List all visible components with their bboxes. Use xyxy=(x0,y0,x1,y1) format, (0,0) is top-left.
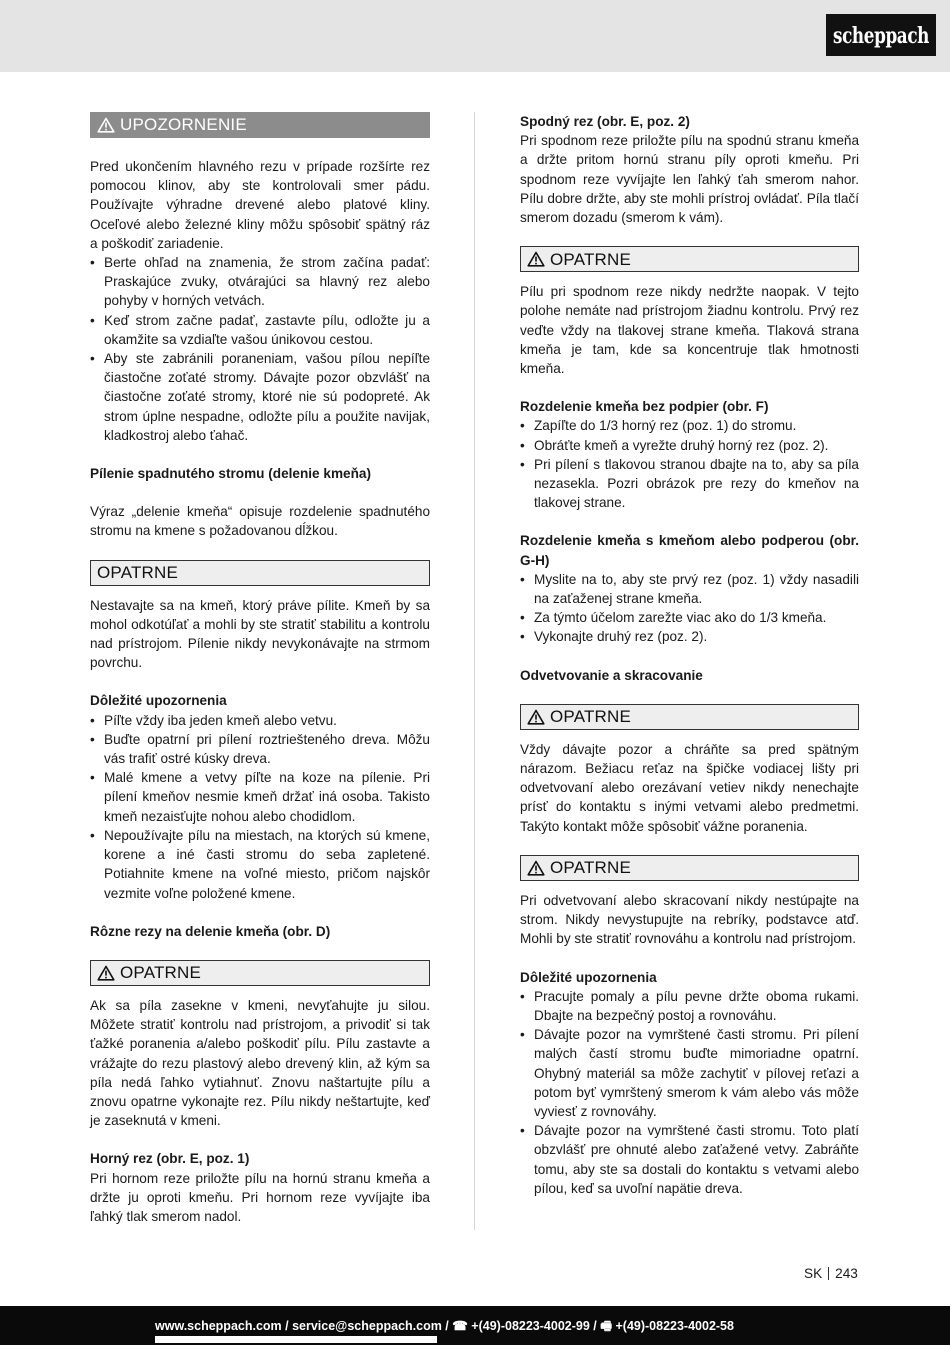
limbing-heading: Odvetvovanie a skracovanie xyxy=(520,667,703,683)
list-item: • Myslite na to, aby ste prvý rez (poz. 1) vždy nasadili na zaťaženej strane kmeňa. xyxy=(520,570,859,608)
right-column xyxy=(520,112,859,1198)
list-item: • Pracujte pomaly a pílu pevne držte oboma rukami. Dbajte na bezpečný postoj a rovnováhu. xyxy=(520,987,859,1025)
caution-box-title xyxy=(90,560,430,586)
notes-heading: Dôležité upozornenia xyxy=(520,969,657,985)
list-item: • Obráťte kmeň a vyrežte druhý horný rez (poz. 2). xyxy=(520,436,859,455)
column-divider xyxy=(474,112,475,1230)
left-column xyxy=(90,112,430,1226)
footer-contact: www.scheppach.com / service@scheppach.com / ☎ +(49)-08223-4002-99 / 🖷 +(49)-08223-4002-58 xyxy=(155,1319,734,1333)
warning-title: UPOZORNENIE xyxy=(120,115,247,135)
caution-box-title xyxy=(520,855,859,881)
list-item: • Keď strom začne padať, zastavte pílu, odložte ju a okamžite sa vzdiaľte vašou únikovou cestou. xyxy=(90,311,430,349)
caution-text: Vždy dávajte pozor a chráňte sa pred spätným nárazom. Bežiacu reťaz na špičke vodiacej lišty pri odvetvovaní alebo orezávaní vetiev nikdy nenechajte prísť do kontaktu s inými vetvami alebo predmetmi. Takýto kontakt môže spôsobiť vážne poranenia. xyxy=(520,741,859,834)
svg-text:scheppach: scheppach xyxy=(833,23,930,49)
caution-title: OPATRNE xyxy=(550,858,632,878)
list-item: • Dávajte pozor na vymrštené časti stromu. Pri pílení malých častí stromu buďte mimoriadne opatrní. Ohybný materiál sa môže zachytiť v pílovej reťazi a potom byť vymrštený smerom k vám alebo vás môže vyviesť z rovnováhy. xyxy=(520,1025,859,1121)
caution-text: Pílu pri spodnom reze nikdy nedržte naopak. V tejto polohe nemáte nad prístrojom žiadnu kontrolu. Prvý rez veďte vždy na tlakovej strane kmeňa. Tlaková strana kmeňa je tam, kde sa koncentruje tlak hmotnosti kmeňa. xyxy=(520,284,859,377)
list-item: • Dávajte pozor na vymrštené časti stromu. Toto platí obzvlášť pre ohnuté alebo zaťažené vetvy. Zabráňte tomu, aby ste sa dostali do kontaktu s vetvami alebo pílou, keď sa uvoľní napätie dreva. xyxy=(520,1121,859,1198)
bottom-cut-text: Pri spodnom reze priložte pílu na spodnú stranu kmeňa a držte pritom hornú stranu píly oproti kmeňu. Pri spodnom reze vyvíjajte len ľahký ťah smerom nahor. Pílu dobre držte, aby ste mohli prístroj ovládať. Píla tlačí smerom dozadu (smerom k vám). xyxy=(520,133,859,226)
bucking-text: Výraz „delenie kmeňa“ opisuje rozdelenie spadnutého stromu na kmene s požadovanou dĺžkou. xyxy=(90,504,430,539)
notes-list xyxy=(520,987,859,1198)
list-item: • Zapíľte do 1/3 horný rez (poz. 1) do stromu. xyxy=(520,416,859,435)
caution-text: Pri odvetvovaní alebo skracovaní nikdy nestúpajte na strom. Nikdy nevystupujte na rebríky, podstavce atď. Mohli by ste stratiť rovnováhu a kontrolu nad prístrojom. xyxy=(520,892,859,947)
page-number xyxy=(804,1266,858,1281)
list-item: • Nepoužívajte pílu na miestach, na ktorých sú kmene, korene a iné časti stromu do seba zapletené. Potiahnite kmene na voľné miesto, pričom najskôr vezmite voľne položené kmene. xyxy=(90,826,430,903)
warning-triangle-icon xyxy=(527,251,545,267)
page-language: SK xyxy=(804,1266,823,1281)
list-item: • Berte ohľad na znamenia, že strom začína padať: Praskajúce zvuky, otvárajúci sa hlavný rez alebo pohyby v horných vetvách. xyxy=(90,253,430,311)
no-support-list xyxy=(520,416,859,512)
caution-box-title xyxy=(520,246,859,272)
caution-text: Nestavajte sa na kmeň, ktorý práve pílite. Kmeň by sa mohol odkotúľať a mohli by ste stratiť stabilitu a kontrolu nad prístrojom. Pílenie nikdy nevykonávajte na strmom povrchu. xyxy=(90,597,430,671)
list-item: • Buďte opatrní pri pílení roztriešteného dreva. Môžu vás trafiť ostré kúsky dreva. xyxy=(90,730,430,768)
header-band xyxy=(0,0,950,72)
cuts-heading: Rôzne rezy na delenie kmeňa (obr. D) xyxy=(90,923,331,939)
notes-heading: Dôležité upozornenia xyxy=(90,693,227,709)
no-support-heading: Rozdelenie kmeňa bez podpier (obr. F) xyxy=(520,399,769,415)
warning-triangle-icon xyxy=(527,709,545,725)
list-item: • Malé kmene a vetvy píľte na koze na pílenie. Pri pílení kmeňov nesmie kmeň držať iná osoba. Takisto kmeň nezaisťujte nohou alebo chodidlom. xyxy=(90,768,430,826)
list-item: • Vykonajte druhý rez (poz. 2). xyxy=(520,627,859,646)
page-number-separator xyxy=(828,1267,829,1280)
list-item: • Aby ste zabránili poraneniam, vašou pílou nepíľte čiastočne zoťaté stromy. Dávajte pozor obzvlášť na čiastočne zoťaté stromy, ktoré nie sú podopreté. Ak strom úplne nespadne, odložte pílu a použite navijak, kladkostroj alebo ťahač. xyxy=(90,349,430,445)
with-support-heading: Rozdelenie kmeňa s kmeňom alebo podperou (obr. G-H) xyxy=(520,533,859,568)
caution-box-title xyxy=(90,960,430,986)
caution-title: OPATRNE xyxy=(97,563,179,583)
list-item: • Pri pílení s tlakovou stranou dbajte na to, aby sa píla nezasekla. Pozri obrázok pre rezy do kmeňov na tlakovej strane. xyxy=(520,455,859,513)
caution-title: OPATRNE xyxy=(550,707,632,727)
caution-box-title xyxy=(520,704,859,730)
warning-triangle-icon xyxy=(97,117,115,133)
bucking-heading: Pílenie spadnutého stromu (delenie kmeňa) xyxy=(90,466,371,482)
brand-logo xyxy=(826,14,936,56)
bottom-cut-heading: Spodný rez (obr. E, poz. 2) xyxy=(520,114,690,129)
page-number-value: 243 xyxy=(835,1266,858,1281)
footer-bar xyxy=(0,1306,950,1345)
brand-logo-wordmark xyxy=(831,18,931,52)
list-item: • Za týmto účelom zarežte viac ako do 1/3 kmeňa. xyxy=(520,608,859,627)
top-cut-text: Pri hornom reze priložte pílu na hornú stranu kmeňa a držte ju oproti kmeňu. Pri hornom reze vyvíjajte iba ľahký tlak smerom nadol. xyxy=(90,1170,430,1224)
list-item: • Píľte vždy iba jeden kmeň alebo vetvu. xyxy=(90,711,430,730)
notes-list xyxy=(90,711,430,903)
caution-text: Ak sa píla zasekne v kmeni, nevyťahujte ju silou. Môžete stratiť kontrolu nad prístrojom, a privodiť si tak ťažké poranenia a/alebo poškodiť pílu. Pílu zastavte a vrážajte do rezu plastový alebo drevený klin, až kým sa píla nedá ľahko vytiahnuť. Znovu naštartujte pílu a znovu opatrne vykonajte rez. Pílu nikdy neštartujte, keď je zaseknutá v kmeni. xyxy=(90,997,430,1129)
warning-list xyxy=(90,253,430,445)
warning-triangle-icon xyxy=(97,965,115,981)
caution-title: OPATRNE xyxy=(120,963,202,983)
warning-triangle-icon xyxy=(527,860,545,876)
footer-stripe xyxy=(155,1336,437,1343)
top-cut-heading: Horný rez (obr. E, poz. 1) xyxy=(90,1151,250,1167)
caution-title: OPATRNE xyxy=(550,249,632,269)
warning-box-title xyxy=(90,112,430,138)
warning-text: Pred ukončením hlavného rezu v prípade rozšírte rez pomocou klinov, aby ste kontrolovali smer pádu. Používajte výhradne drevené alebo platové kliny. Oceľové alebo železné kliny môžu spôsobiť spätný ráz a poškodiť zariadenie. xyxy=(90,159,430,251)
with-support-list xyxy=(520,570,859,647)
